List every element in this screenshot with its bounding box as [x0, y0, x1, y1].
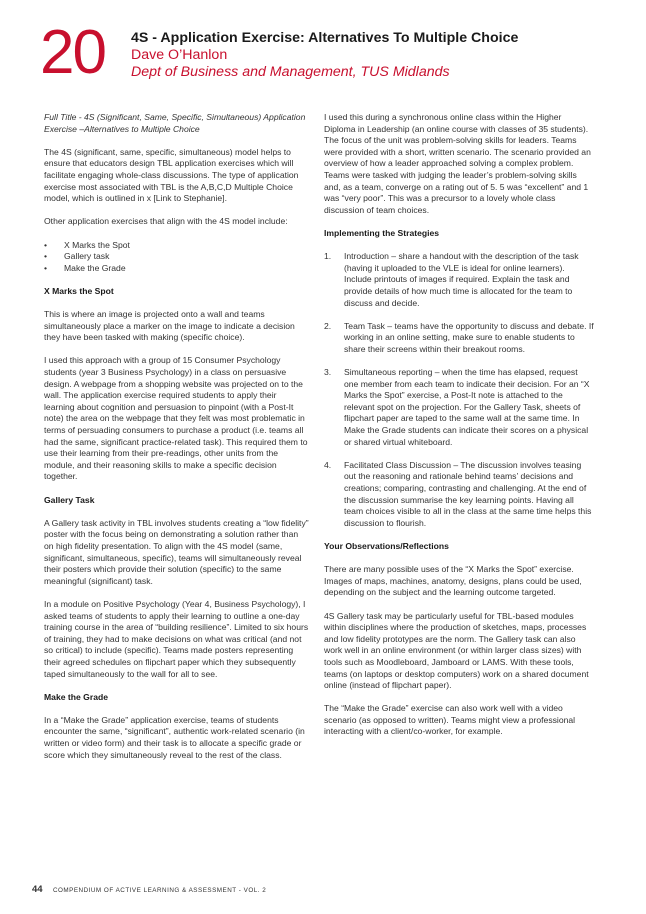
gallery-paragraph-1: A Gallery task activity in TBL involves students creating a “low fidelity” poster with the focus being on demonstrating a solution rather than on high fidelity presentation. To align with the 4S model (same, significant, simultaneous, specific), teams will simultaneously reveal their posters which provide their solution (specific) to the same meaningful (significant) task.	[44, 517, 309, 586]
footer-text: COMPENDIUM OF ACTIVE LEARNING & ASSESSMENT - VOL. 2	[52, 887, 267, 894]
section-heading-grade: Make the Grade	[44, 691, 108, 702]
observations-paragraph-3: The “Make the Grade” exercise can also work well with a video scenario (as opposed to written). Teams might view a professional interacting with a client/co-worker, for example.	[324, 703, 576, 737]
full-title: Full Title - 4S (Significant, Same, Specific, Simultaneous) Application Exercise –Alternatives to Multiple Choice	[44, 112, 306, 134]
xmarks-paragraph-1: This is where an image is projected onto a wall and teams simultaneously place a marker on the image to indicate a decision they have been tasked with making (specific choice).	[44, 309, 295, 343]
observations-paragraph-2: 4S Gallery task may be particularly useful for TBL-based modules within disciplines where the production of sketches, maps, processes and low fidelity prototypes are the norm. The Gallery task can also work well in an online environment (or within larger class sizes) with tools such as Moodleboard, Jamboard or LAMS. With these tools, teams (on laptops or desktop computers) work on a shared document online (instead of flipchart paper).	[324, 610, 589, 691]
grade-paragraph-1: In a “Make the Grade” application exercise, teams of students encounter the same, “significant”, authentic work-related scenario (in written or video form) and their task is to allocate a specific grade or score which they simultaneously reveal to the rest of the class.	[44, 714, 305, 760]
chapter-author: Dave O’Hanlon	[131, 47, 228, 63]
observations-paragraph-1: There are many possible uses of the “X Marks the Spot” exercise. Images of maps, machines, anatomy, designs, plans could be used, depending on the subject and the learning outcome targeted.	[324, 564, 582, 598]
left-column	[44, 112, 309, 761]
steps-list	[324, 251, 594, 529]
list-item: • Gallery task	[44, 251, 110, 262]
list-item: 4. Facilitated Class Discussion – The discussion involves teasing out the reasoning and rationale behind teams’ decisions and creations; comparing, contrasting and challenging. At the end of the discussion summarise the key learning points. Having all team choices visible to all in the class at the same time helps this discussion to flourish.	[324, 459, 592, 528]
chapter-number: 20	[40, 18, 105, 87]
other-exercises-paragraph: Other application exercises that align with the 4S model include:	[44, 216, 288, 227]
section-heading-observations: Your Observations/Reflections	[324, 540, 449, 551]
list-item: 1. Introduction – share a handout with the description of the task (having it uploaded to the VLE is ideal for online learners). Include printouts of images if required. Explain the task and provide details of how much time is allocated for the team to discuss and decide.	[324, 251, 579, 308]
chapter-header-text	[131, 30, 518, 81]
section-heading-gallery: Gallery Task	[44, 494, 95, 505]
gallery-paragraph-2: In a module on Positive Psychology (Year 4, Business Psychology), I asked teams of students to apply their learning to outline a one-day training course in the area of “building resilience”. Limited to six hours of training, they had to make decisions on what was critical (and not so critical) to include (specific). Teams made posters representing their agreed schedules on flipchart paper which they subsequently taped simultaneously to the wall for all to see.	[44, 598, 309, 679]
section-heading-implementing: Implementing the Strategies	[324, 227, 440, 238]
list-item: • X Marks the Spot	[44, 239, 130, 250]
chapter-department: Dept of Business and Management, TUS Midlands	[131, 64, 450, 80]
xmarks-paragraph-2: I used this approach with a group of 15 Consumer Psychology students (year 3 Business Psychology) in a class on persuasive design. A webpage from a shopping website was projected on to the wall. The application exercise required students to apply their learning about cognition and persuasion to pinpoint (with a Post-It note) the area on the webpage that they felt was most problematic in terms of persuading consumers to purchase a product (i.e. teams all had the same, significant practice-related task). This required them to use their learning from their pre-readings, other units from the module, and their reasoning skills to make a specific decision together.	[44, 355, 308, 482]
list-item: • Make the Grade	[44, 262, 126, 273]
page-footer	[32, 884, 266, 895]
intro-paragraph: The 4S (significant, same, specific, simultaneous) model helps to ensure that educators design TBL application exercises which will facilitate engaging whole-class discussions. The type of application exercise most associated with TBL is the A,B,C,D Multiple Choice model, which is outlined in x [Link to Stephanie].	[44, 146, 299, 204]
list-item: 2. Team Task – teams have the opportunity to discuss and debate. If working in an online setting, make sure to enable students to share their screens within their breakout rooms.	[324, 320, 594, 354]
exercise-list	[44, 240, 309, 275]
usage-paragraph: I used this during a synchronous online class within the Higher Diploma in Leadership (an online course with classes of 35 students). The focus of the unit was problem-solving skills for leaders. Teams were provided with a short, written scenario. The scenario provided an overview of how a leader approached solving a complex problem. Teams were tasked with judging the leader’s problem-solving skills and, as a team, converge on a rating out of 5. 5 was “excellent” and 1 was “very poor”. This was a precursor to a lovely whole class discussion of team choices.	[324, 112, 591, 215]
chapter-header	[40, 18, 620, 88]
right-column	[324, 112, 594, 738]
section-heading-xmarks: X Marks the Spot	[44, 285, 114, 296]
list-item: 3. Simultaneous reporting – when the time has elapsed, request one member from each team to indicate their decision. For an “X Marks the Spot” exercise, a Post-It note is attached to the relevant spot on the projection. For the Gallery Task, sheets of flipchart paper are taped to the same wall at the same time. In Make the Grade students can indicate their scores on a physical or shared virtual whiteboard.	[324, 367, 590, 447]
chapter-title: 4S - Application Exercise: Alternatives To Multiple Choice	[131, 30, 519, 46]
page-number: 44	[32, 884, 43, 895]
